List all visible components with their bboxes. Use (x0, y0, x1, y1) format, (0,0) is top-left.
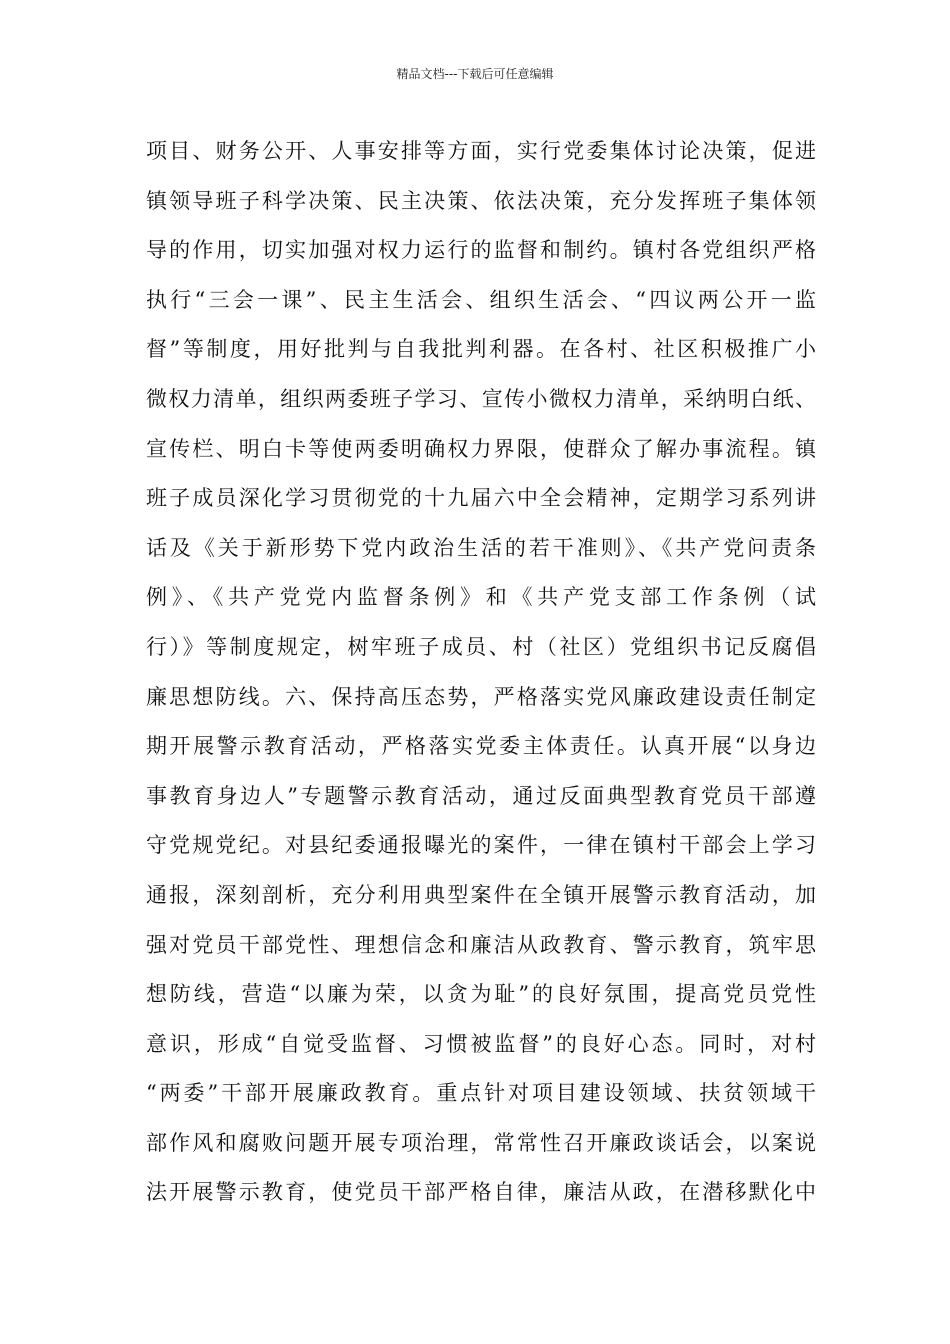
text-line: 行）》等制度规定，树牢班子成员、村（社区）党组织书记反腐倡 (146, 634, 816, 659)
text-line: 守党规党纪。对县纪委通报曝光的案件，一律在镇村干部会上学习 (146, 833, 816, 858)
page-header: 精品文档---下载后可任意编辑 (396, 67, 554, 81)
text-line: 项目、财务公开、人事安排等方面，实行党委集体讨论决策，促进 (146, 139, 816, 163)
text-line: 期开展警示教育活动，严格落实党委主体责任。认真开展“以身边 (146, 734, 816, 759)
text-line: 话及《关于新形势下党内政治生活的若干准则》、《共产党问责条 (146, 535, 816, 560)
text-line: “两委”干部开展廉政教育。重点针对项目建设领域、扶贫领域干 (146, 1081, 816, 1106)
text-line: 督”等制度，用好批判与自我批判利器。在各村、社区积极推广小 (146, 337, 816, 362)
text-line: 班子成员深化学习贯彻党的十九届六中全会精神，定期学习系列讲 (146, 486, 816, 511)
text-line: 法开展警示教育，使党员干部严格自律，廉洁从政，在潜移默化中 (146, 1180, 816, 1205)
text-line: 想防线，营造“以廉为荣，以贪为耻”的良好氛围，提高党员党性 (146, 982, 816, 1007)
document-body (146, 127, 816, 1218)
text-line: 导的作用，切实加强对权力运行的监督和制约。镇村各党组织严格 (146, 238, 816, 263)
text-line: 镇领导班子科学决策、民主决策、依法决策，充分发挥班子集体领 (146, 188, 816, 213)
text-line: 宣传栏、明白卡等使两委明确权力界限，使群众了解办事流程。镇 (146, 436, 816, 461)
text-line: 例》、《共产党党内监督条例》和《共产党支部工作条例（试 (146, 585, 816, 610)
text-line: 部作风和腐败问题开展专项治理，常常性召开廉政谈话会，以案说 (146, 1130, 816, 1155)
text-line: 通报，深刻剖析，充分利用典型案件在全镇开展警示教育活动，加 (146, 882, 816, 907)
text-line: 强对党员干部党性、理想信念和廉洁从政教育、警示教育，筑牢思 (146, 932, 816, 957)
text-line: 意识，形成“自觉受监督、习惯被监督”的良好心态。同时，对村 (146, 1031, 816, 1056)
text-line: 微权力清单，组织两委班子学习、宣传小微权力清单，采纳明白纸、 (146, 386, 816, 411)
text-line: 廉思想防线。六、保持高压态势，严格落实党风廉政建设责任制定 (146, 684, 816, 709)
text-line: 执行“三会一课”、民主生活会、组织生活会、“四议两公开一监 (146, 287, 816, 312)
text-line: 事教育身边人”专题警示教育活动，通过反面典型教育党员干部遵 (146, 783, 816, 808)
